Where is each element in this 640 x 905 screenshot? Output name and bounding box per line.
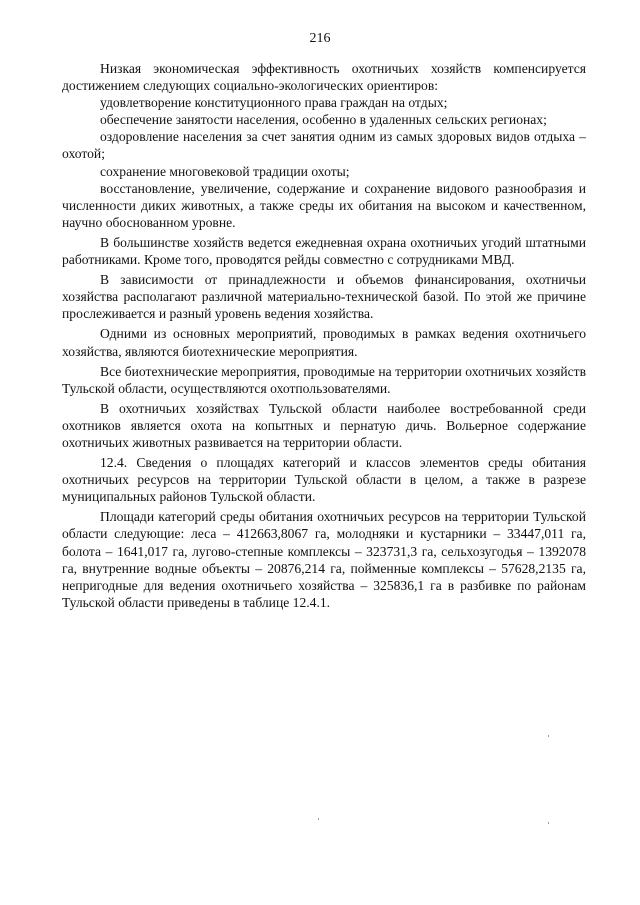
paragraph-protection: В большинстве хозяйств ведется ежедневная охрана охотничьих угодий штатными работниками. Кроме того, проводятся рейды совместно с сотрудниками МВД.: [62, 234, 586, 268]
paragraph-intro: Низкая экономическая эффективность охотничьих хозяйств компенсируется достижением следующих социально-экологических ориентиров:: [62, 61, 586, 94]
scan-speck: [548, 822, 549, 824]
page-number: 216: [309, 31, 331, 46]
list-item: восстановление, увеличение, содержание и сохранение видового разнообразия и численности диких животных, а также среды их обитания на высоком и качественном, научно обоснованном уровне.: [62, 180, 586, 230]
scan-speck: [318, 818, 319, 820]
list-item: обеспечение занятости населения, особенно в удаленных сельских регионах;: [100, 112, 547, 128]
scan-speck: [548, 735, 549, 737]
paragraph-hunting: В охотничьих хозяйствах Тульской области наиболее востребованной среди охотников является охота на копытных и пернатую дичь. Вольерное содержание охотничьих животных развивается на территории области.: [62, 400, 586, 450]
paragraph-biotechnical: Все биотехнические мероприятия, проводимые на территории охотничьих хозяйств Тульской области, осуществляются охотпользователями.: [62, 363, 586, 396]
paragraph-funding: В зависимости от принадлежности и объемов финансирования, охотничьи хозяйства располагают различной материально-технической базой. По этой же причине прослеживается и разный уровень ведения хозяйства.: [62, 272, 586, 322]
body-text: [62, 60, 586, 611]
list-item: удовлетворение конституционного права граждан на отдых;: [100, 95, 448, 111]
paragraph-areas: Площади категорий среды обитания охотничьих ресурсов на территории Тульской области следующие: леса – 412663,8067 га, молодняки и кустарники – 33447,011 га, болота – 1641,017 га, лугово-степные комплексы – 323731,3 га, сельхозугодья – 1392078 га, внутренние водные объекты – 20876,214 га, пойменные комплексы – 57628,2135 га, непригодные для ведения охотничьего хозяйства – 325836,1 га в разбивке по районам Тульской области приведены в таблице 12.4.1.: [62, 509, 586, 610]
paragraph-measures: Одними из основных мероприятий, проводимых в рамках ведения охотничьего хозяйства, являются биотехнические мероприятия.: [62, 326, 586, 359]
list-item: сохранение многовековой традиции охоты;: [100, 163, 350, 179]
list-item: оздоровление населения за счет занятия одним из самых здоровых видов отдыха – охотой;: [62, 129, 586, 162]
section-heading-12-4: 12.4. Сведения о площадях категорий и классов элементов среды обитания охотничьих ресурсов на территории Тульской области в целом, а также в разрезе муниципальных районов Тульской области.: [62, 455, 586, 505]
